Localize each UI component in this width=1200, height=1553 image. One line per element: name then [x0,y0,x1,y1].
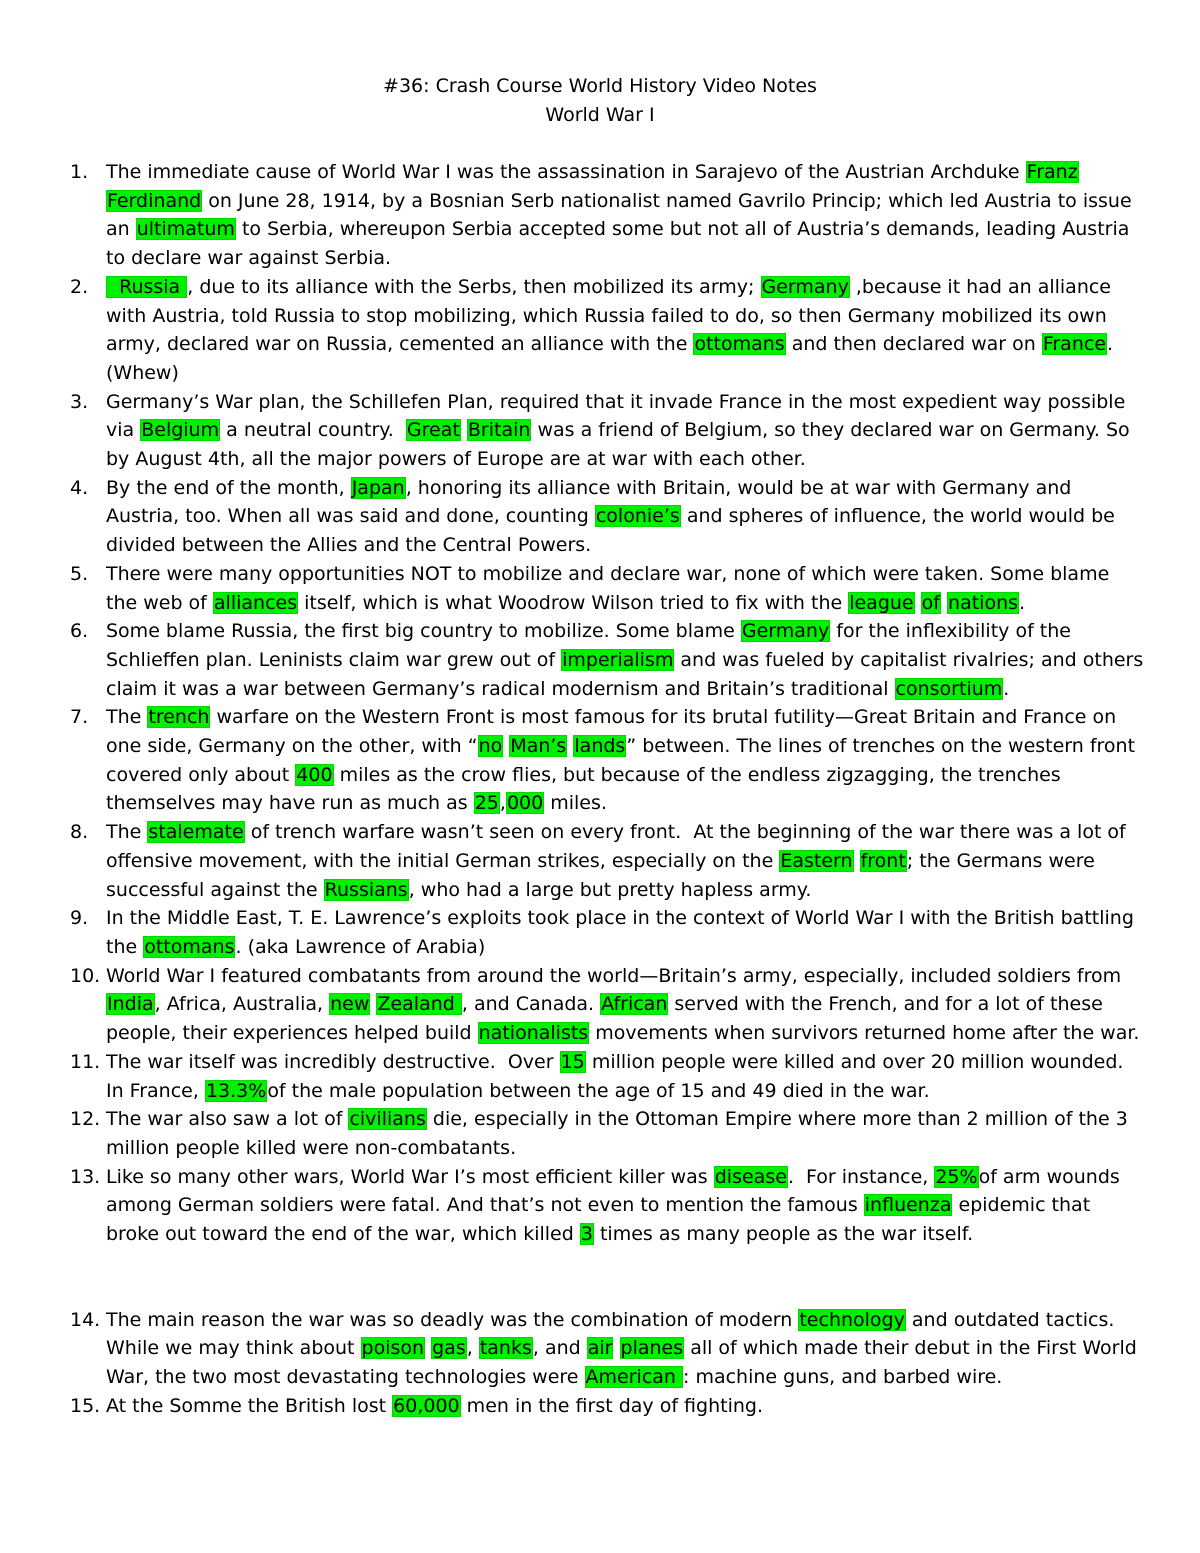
text-segment: The main reason the war was so deadly was the combination of modern [106,1308,799,1331]
highlighted-answer: Russia [107,275,187,298]
list-item-number: 13. [70,1165,101,1188]
highlighted-answer: colonie’s [595,505,680,528]
highlighted-answer: Zealand [377,993,461,1016]
highlighted-answer: Franz [1026,161,1078,183]
list-item-text [106,276,1119,384]
text-segment: men in the first day of fighting. [460,1394,763,1417]
text-segment [915,592,921,614]
list-item [0,1105,1200,1162]
highlighted-answer: nationalists [478,1022,589,1045]
text-segment [613,1337,619,1359]
list-item [0,560,1200,617]
highlighted-answer: Russians [324,878,408,901]
text-segment: , Africa, Australia, [154,993,330,1016]
text-segment: By the end of the month, [106,476,351,499]
highlighted-answer: Germany [741,620,830,643]
text-segment: ; the Germans were successful against the [106,849,1101,901]
text-segment: The war itself was incredibly destructive. Over [106,1050,560,1073]
highlighted-answer: ultimatum [136,218,235,241]
list-item-number: 14. [70,1308,101,1331]
text-segment: , and Canada. [461,993,601,1016]
text-segment: The war also saw a lot of [106,1108,349,1131]
highlighted-answer: India [107,993,154,1016]
highlighted-answer: Japan [351,476,405,499]
highlighted-answer: 25 [474,792,499,815]
text-segment [461,419,467,441]
text-segment: a neutral country. [220,419,406,442]
text-segment: . (Whew) [106,333,1120,384]
text-segment [1079,161,1085,183]
text-segment: , honoring its alliance with Britain, would be at war with Germany and Austria, too. When all was said and done, counting [106,476,1078,528]
highlighted-answer: no [478,735,503,758]
highlighted-answer: France [1042,333,1107,356]
text-segment: . [1003,677,1010,700]
list-item-text [106,161,1138,269]
highlighted-answer: 400 [296,763,333,786]
list-item-number: 7. [70,706,89,729]
text-segment: Like so many other wars, World War I’s most efficient killer was [106,1165,714,1188]
highlighted-answer: front [860,849,906,872]
text-segment: was a friend of Belgium, so they declared war on Germany. So by August 4th, all the major powers of Europe are at war with each other. [106,419,1136,471]
notes-list [0,158,1200,1421]
list-item [0,962,1200,1048]
list-item [0,703,1200,818]
highlighted-answer: planes [620,1337,684,1360]
list-item-text [106,907,1140,958]
list-item [0,273,1200,388]
highlighted-answer: Ferdinand [107,189,202,212]
highlighted-answer: lands [574,735,626,758]
highlighted-answer: stalemate [148,821,244,844]
text-segment: and spheres of influence, the world would be divided between the Allies and the Central Powers. [106,505,1121,557]
text-segment: : machine guns, and barbed wire. [683,1366,1003,1389]
list-item [0,1048,1200,1105]
text-segment: of trench warfare wasn’t seen on every front. At the beginning of the war there was a lot of offensive movement, with the initial German strikes, especially on the [106,821,1132,872]
document-title: #36: Crash Course World History Video Notes [383,75,817,97]
highlighted-answer: air [587,1337,613,1360]
highlighted-answer: 13.3% [205,1079,267,1102]
text-segment: and then declared war on [785,333,1042,356]
list-item [0,474,1200,560]
list-item-text [106,965,1139,1044]
highlighted-answer: African [601,993,668,1016]
text-segment: million people were killed and over 20 million wounded. In France, [106,1050,1130,1102]
text-segment: The immediate cause of World War I was the assassination in Sarajevo of the Austrian Archduke [106,161,1026,183]
text-segment: miles as the crow flies, but because of the endless zigzagging, the trenches themselves may have run as much as [106,763,1067,815]
highlighted-answer: alliances [213,591,298,614]
text-segment: to Serbia, whereupon Serbia accepted some but not all of Austria’s demands, leading Austria to declare war against Serbia. [106,218,1136,270]
list-item-number: 5. [70,562,89,585]
text-segment: . For instance, [787,1165,935,1188]
list-item-number: 15. [70,1394,101,1417]
text-segment: ,because it had an alliance with Austria, told Russia to stop mobilizing, which Russia failed to do, so then Germany mobilized its own army, declared war on Russia, cemented an alliance with the [106,275,1118,356]
highlighted-answer: gas [432,1337,466,1360]
text-segment: , [499,792,506,815]
text-segment: for the inflexibility of the Schlieffen plan. Leninists claim war grew out of [106,620,1078,671]
text-segment: , due to its alliance with the Serbs, then mobilized its army; [187,275,761,298]
text-segment: Germany’s War plan, the Schillefen Plan, required that it invade France in the most expedient way possible via [106,390,1132,442]
list-item-number: 6. [70,620,89,643]
highlighted-answer: ottomans [694,333,785,356]
text-segment: warfare on the Western Front is most famous for its brutal futility—Great Britain and France on one side, Germany on the other, with “ [106,706,1123,758]
highlighted-answer: Belgium [141,419,220,442]
text-segment: The [106,821,148,844]
highlighted-answer: Great [406,419,460,442]
list-item-text [106,620,1149,699]
list-item-text [106,821,1132,900]
highlighted-answer: ottomans [144,935,235,958]
highlighted-answer: 3 [580,1223,593,1246]
text-segment: movements when survivors returned home after the war. [589,1022,1140,1045]
highlighted-answer: civilians [349,1108,426,1131]
highlighted-answer: Man’s [510,735,567,758]
text-segment: itself, which is what Woodrow Wilson tried to fix with the [298,591,849,614]
text-segment [854,850,860,872]
list-item-text [106,1051,1129,1102]
list-item-text [106,1108,1134,1159]
text-segment: . (aka Lawrence of Arabia) [235,935,486,958]
text-segment: times as many people as the war itself. [593,1223,974,1246]
list-item-number: 4. [70,476,89,499]
highlighted-answer: consortium [895,677,1003,700]
text-segment: In the Middle East, T. E. Lawrence’s exploits took place in the context of World War I with the British battling the [106,907,1140,958]
text-segment: There were many opportunities NOT to mobilize and declare war, none of which were taken. Some blame the web of [106,562,1116,614]
list-item [0,904,1200,961]
highlighted-answer: 000 [506,792,544,815]
highlighted-answer: 25% [935,1165,978,1188]
text-segment: ” between. The lines of trenches on the western front covered only about [106,735,1142,786]
highlighted-answer: disease [714,1165,787,1188]
list-item-number: 1. [70,161,89,183]
text-segment: and outdated tactics. While we may think about [106,1308,1121,1360]
text-segment: , who had a large but pretty hapless army. [408,878,812,901]
highlighted-answer: influenza [864,1194,952,1217]
text-segment: The [106,706,148,729]
list-item-number: 9. [70,907,89,930]
highlighted-answer: of [921,591,940,614]
list-item [0,1392,1200,1421]
highlighted-answer: American [585,1366,682,1389]
highlighted-answer: Britain [467,419,531,442]
highlighted-answer: poison [361,1337,425,1360]
list-item-text [106,477,1121,556]
highlighted-answer: league [849,591,914,614]
list-item-text [106,1166,1126,1245]
text-segment: and was fueled by capitalist rivalries; and others claim it was a war between Germany’s radical modernism and Britain’s traditional [106,648,1150,700]
list-item [0,818,1200,904]
text-segment: miles. [544,792,607,815]
list-item-text [106,391,1136,470]
document-subtitle: World War I [545,104,655,126]
text-segment: all of which made their debut in the First World War, the two most devastating technologies were [106,1337,1143,1389]
text-segment: of the male population between the age of 15 and 49 died in the war. [267,1079,930,1102]
text-segment: . [1019,591,1026,614]
list-item [0,1306,1200,1392]
text-segment: At the Somme the British lost [106,1394,393,1417]
text-segment: of arm wounds among German soldiers were fatal. And that’s not even to mention the famous [106,1165,1126,1217]
list-item-text [106,563,1115,614]
list-item-text [106,1395,763,1417]
highlighted-answer: 60,000 [393,1394,460,1417]
highlighted-answer: tanks [479,1337,532,1360]
list-item-number: 10. [70,964,101,987]
text-segment: epidemic that broke out toward the end of the war, which killed [106,1194,1097,1246]
highlighted-answer: new [330,993,370,1016]
text-segment: , and [532,1337,587,1360]
highlighted-answer: technology [799,1308,905,1331]
list-item-number: 11. [70,1050,101,1073]
highlighted-answer: trench [148,706,210,729]
highlighted-answer: nations [948,591,1019,614]
highlighted-answer: imperialism [562,648,674,671]
list-item-number: 2. [70,275,89,298]
document-header [0,72,1200,130]
list-item-number: 12. [70,1108,101,1131]
text-segment: , [466,1337,479,1360]
highlighted-answer: Germany [761,275,849,298]
list-item [0,1163,1200,1249]
text-segment: World War I featured combatants from around the world—Britain’s army, especially, included soldiers from [106,964,1128,987]
text-segment: on June 28, 1914, by a Bosnian Serb nationalist named Gavrilo Princip; which led Austria to issue an [106,189,1138,241]
list-item-number: 3. [70,390,89,413]
list-item [0,617,1200,703]
list-item-text [106,706,1141,814]
list-item-text [106,1309,1143,1388]
text-segment: Some blame Russia, the first big country to mobilize. Some blame [106,620,741,643]
text-segment: die, especially in the Ottoman Empire where more than 2 million of the 3 million people killed were non-combatants. [106,1108,1134,1159]
list-item-number: 8. [70,821,89,844]
highlighted-answer: 15 [560,1050,585,1073]
text-segment: served with the French, and for a lot of these people, their experiences helped build [106,993,1109,1045]
list-item [0,158,1200,273]
list-item [0,388,1200,474]
highlighted-answer: Eastern [780,849,853,872]
